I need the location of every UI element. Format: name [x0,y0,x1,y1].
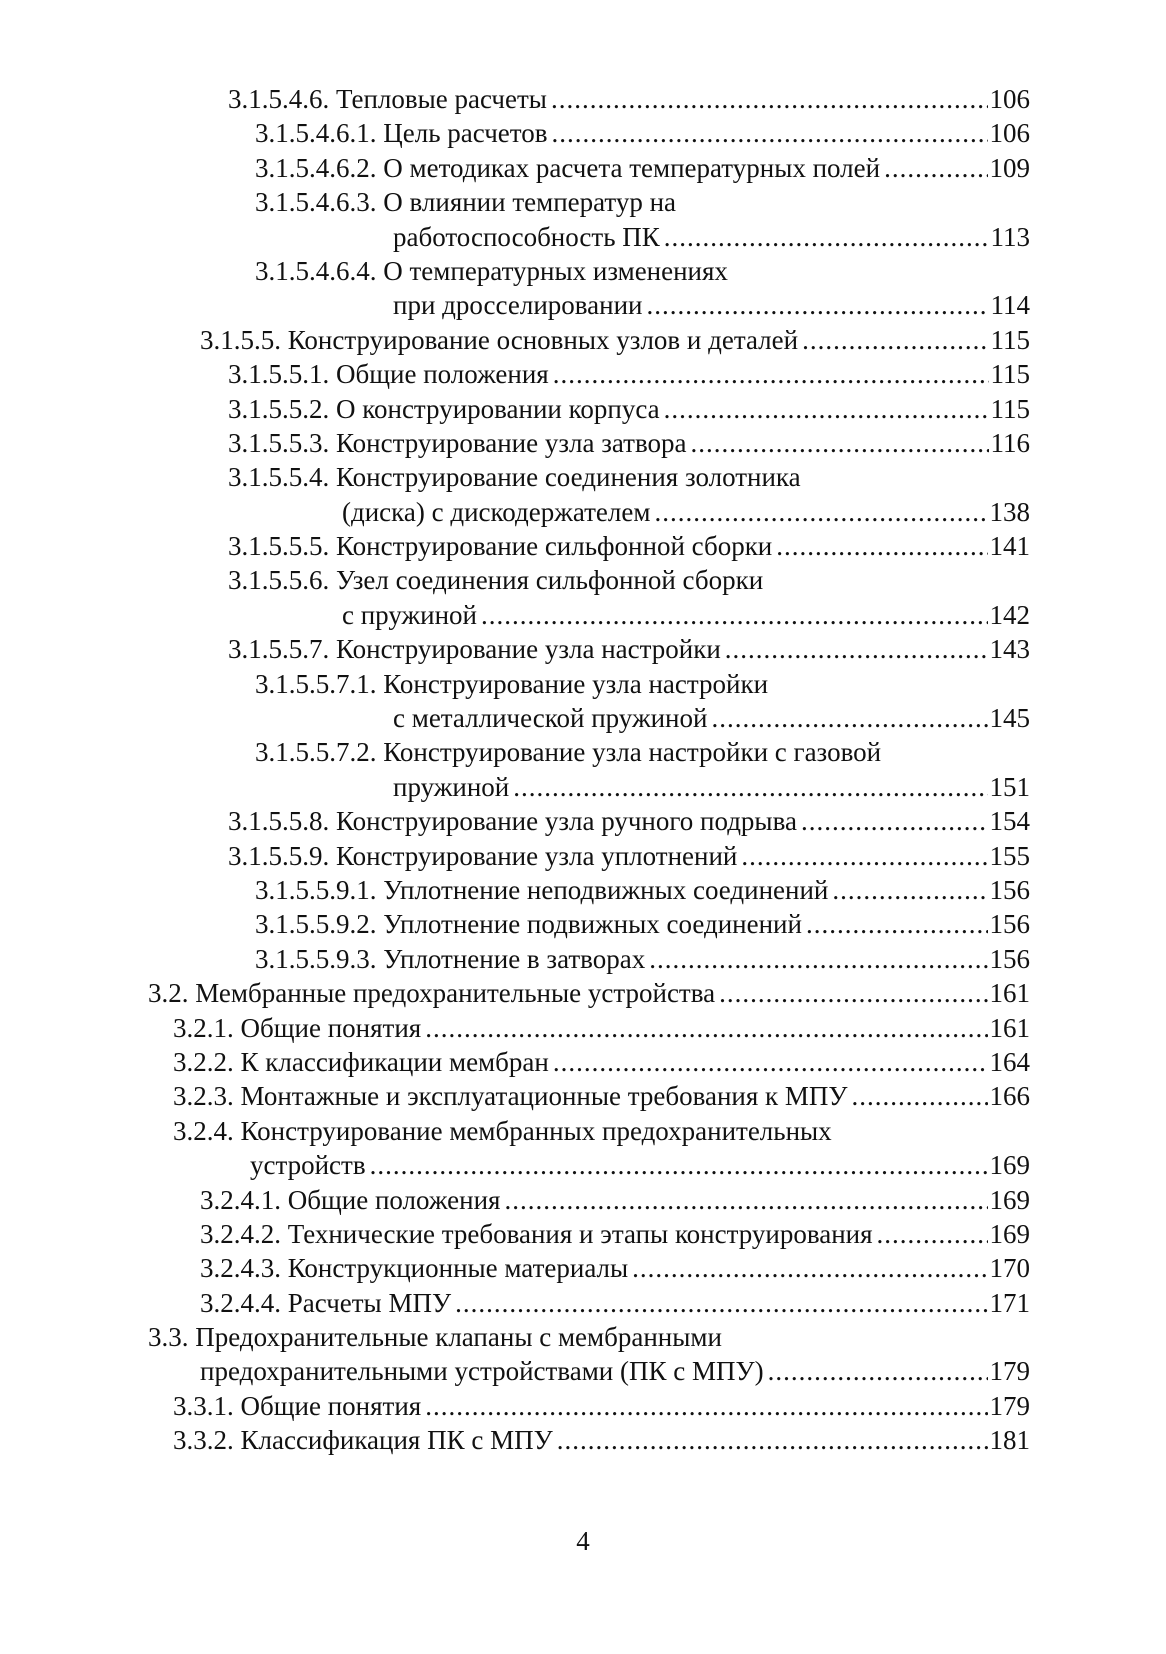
toc-entry-number: 3.1.5.5.9.2. [255,909,377,940]
dot-leader [832,873,987,907]
toc-entry-title: Монтажные и эксплуатационные требования к МПУ [240,1081,848,1112]
toc-entry-continuation[interactable] [0,770,1166,804]
toc-page-number: 179 [989,1356,1030,1387]
toc-entry-title: Узел соединения сильфонной сборки [336,565,764,596]
toc-entry-line [228,632,1030,666]
toc-entry[interactable] [0,907,1166,941]
toc-entry-title: Цель расчетов [383,118,548,149]
toc-entry-continuation[interactable] [0,220,1166,254]
toc-entry[interactable] [0,82,1166,116]
toc-page-number: 145 [989,703,1030,734]
toc-entry-continuation[interactable] [0,495,1166,529]
toc-entry-number: 3.3.1. [173,1390,234,1421]
toc-entry-heading [255,667,768,701]
toc-entry[interactable] [0,976,1166,1010]
toc-page-number: 106 [989,84,1030,114]
toc-entry-text: (диска) с дискодержателем [342,496,651,527]
dot-leader [884,151,987,185]
toc-entry-title: Общие понятия [240,1012,422,1043]
toc-entry-title: Конструирование узла затвора [336,427,687,458]
dot-leader [802,323,988,357]
toc-entry-continuation[interactable] [0,1148,1166,1182]
toc-page-number: 179 [989,1390,1030,1421]
dot-leader [553,357,989,391]
toc-entry-number: 3.1.5.5.3. [228,427,330,458]
toc-entry[interactable] [0,667,1166,701]
toc-entry-heading [228,563,763,597]
toc-page-number: 169 [989,1218,1030,1249]
toc-entry-continuation[interactable] [0,288,1166,322]
toc-entry-line [173,1423,1030,1457]
dot-leader [551,116,987,150]
toc-entry-line [228,82,1030,116]
toc-entry[interactable] [0,529,1166,563]
toc-entry-heading [255,151,880,185]
toc-page-number: 115 [990,359,1030,390]
toc-entry-title: Предохранительные клапаны с мембранными [195,1322,722,1353]
toc-entry-number: 3.1.5.4.6.4. [255,255,377,286]
toc-entry-line [393,220,1030,254]
toc-entry[interactable] [0,1251,1166,1285]
dot-leader [877,1217,988,1251]
toc-entry-heading [228,804,797,838]
toc-entry-line [200,323,1030,357]
toc-entry-line [228,426,1030,460]
toc-entry-continuation[interactable] [0,1354,1166,1388]
page-number: 4 [576,1526,590,1556]
dot-leader [649,942,987,976]
toc-entry-line [255,116,1030,150]
dot-leader [455,1286,987,1320]
toc-entry-number: 3.1.5.5.7.1. [255,668,377,699]
toc-entry-heading [148,1320,722,1354]
toc-entry-heading [173,1011,421,1045]
toc-entry-line [200,1217,1030,1251]
dot-leader [481,598,988,632]
toc-entry-number: 3.1.5.4.6. [228,84,330,114]
toc-entry-heading [173,1389,421,1423]
toc-entry-line [228,357,1030,391]
toc-entry-line [255,942,1030,976]
toc-page-number: 169 [989,1150,1030,1181]
dot-leader [852,1079,988,1113]
toc-entry-line [148,976,1030,1010]
dot-leader [425,1389,987,1423]
toc-entry-number: 3.1.5.4.6.1. [255,118,377,149]
dot-leader [664,392,989,426]
dot-leader [719,976,987,1010]
toc-entry-number: 3.1.5.5.7. [228,634,330,665]
toc-entry-heading [173,1079,848,1113]
toc-entry[interactable] [0,116,1166,150]
toc-entry[interactable] [0,1183,1166,1217]
toc-entry-heading [200,323,798,357]
toc-entry-text: пружиной [393,771,510,802]
toc-entry-number: 3.3. [148,1322,189,1353]
toc-page-number: 154 [989,806,1030,837]
toc-page-number: 141 [989,531,1030,562]
toc-entry[interactable] [0,1423,1166,1457]
toc-page-number: 106 [989,118,1030,149]
toc-entry-title: О конструировании корпуса [336,393,660,424]
toc-entry[interactable] [0,1011,1166,1045]
toc-entry[interactable] [0,1114,1166,1148]
toc-entry[interactable] [0,1286,1166,1320]
toc-entry-title: Уплотнение в затворах [383,943,646,974]
dot-leader [725,632,988,666]
toc-entry[interactable] [0,942,1166,976]
toc-page-number: 115 [990,324,1030,355]
toc-entry-text: с металлической пружиной [393,703,708,734]
toc-entry-title: Конструирование узла настройки с газовой [383,737,882,768]
toc-entry-heading [200,1251,628,1285]
toc-entry[interactable] [0,151,1166,185]
toc-entry-heading [173,1045,549,1079]
dot-leader [776,529,987,563]
toc-entry[interactable] [0,357,1166,391]
toc-entry-text: предохранительными устройствами (ПК с МПУ) [200,1356,764,1387]
toc-page-number: 156 [989,943,1030,974]
toc-entry-number: 3.1.5.5.1. [228,359,330,390]
toc-entry-heading [228,357,549,391]
toc-entry-line [342,495,1030,529]
toc-entry-line [173,1011,1030,1045]
toc-entry-line [173,1045,1030,1079]
toc-entry-line [200,1183,1030,1217]
toc-entry-text: работоспособность ПК [393,221,660,252]
toc-page-number: 161 [989,978,1030,1009]
toc-entry-line [228,392,1030,426]
dot-leader [551,82,988,116]
toc-entry-line [200,1354,1030,1388]
toc-page-number: 181 [989,1425,1030,1456]
toc-page-number: 164 [989,1046,1030,1077]
toc-entry-title: Конструирование узла настройки [336,634,721,665]
toc-entry-text: с пружиной [342,599,477,630]
toc-entry-number: 3.1.5.5.9.3. [255,943,377,974]
dot-leader [513,770,987,804]
toc-entry-heading [255,254,728,288]
toc-entry-heading [228,460,801,494]
toc-entry[interactable] [0,1320,1166,1354]
toc-page-number: 169 [989,1184,1030,1215]
toc-entry-line [228,529,1030,563]
toc-entry-number: 3.1.5.5.9. [228,840,330,871]
toc-entry-number: 3.2.1. [173,1012,234,1043]
toc-page-number: 170 [989,1253,1030,1284]
toc-entry-heading [173,1114,832,1148]
toc-entry-line [228,804,1030,838]
toc-entry-number: 3.1.5.4.6.3. [255,187,377,218]
toc-entry-title: К классификации мембран [240,1046,549,1077]
dot-leader [632,1251,987,1285]
toc-entry-line [173,1079,1030,1113]
toc-entry-title: Классификация ПК с МПУ [240,1425,553,1456]
toc-entry[interactable] [0,735,1166,769]
toc-entry-number: 3.1.5.5.7.2. [255,737,377,768]
toc-entry-number: 3.1.5.5.2. [228,393,330,424]
dot-leader [557,1423,988,1457]
toc-entry-title: Общие положения [336,359,549,390]
toc-entry-line [393,288,1030,322]
toc-entry-title: Общие положения [287,1184,501,1215]
toc-entry-line [200,1251,1030,1285]
toc-entry[interactable] [0,839,1166,873]
toc-entry-line [200,1286,1030,1320]
toc-entry-title: Технические требования и этапы конструирования [287,1218,873,1249]
toc-page-number: 138 [989,496,1030,527]
toc-entry-number: 3.2.4.2. [200,1218,281,1249]
toc-page-number: 109 [989,152,1030,183]
toc-entry-heading [228,529,772,563]
toc-entry-heading [255,942,645,976]
toc-entry-number: 3.2.3. [173,1081,234,1112]
toc-entry-number: 3.1.5.5.6. [228,565,330,596]
toc-entry[interactable] [0,323,1166,357]
toc-entry[interactable] [0,392,1166,426]
toc-entry-heading [173,1423,553,1457]
toc-entry-title: О температурных изменениях [383,255,728,286]
toc-entry-title: Конструирование мембранных предохранительных [240,1115,832,1146]
toc-page-number: 161 [989,1012,1030,1043]
toc-entry-number: 3.1.5.5.5. [228,531,330,562]
toc-entry[interactable] [0,1389,1166,1423]
toc-page-number: 116 [990,427,1030,458]
toc-entry-number: 3.1.5.4.6.2. [255,152,377,183]
toc-entry-line [255,873,1030,907]
toc-entry[interactable] [0,1045,1166,1079]
toc-entry-title: Общие понятия [240,1390,422,1421]
toc-page-number: 114 [990,290,1030,321]
toc-entry-number: 3.2.4. [173,1115,234,1146]
toc-page-number: 166 [989,1081,1030,1112]
toc-entry-heading [200,1183,500,1217]
toc-entry-heading [148,976,715,1010]
toc-page-number: 115 [990,393,1030,424]
toc-entry-heading [200,1217,873,1251]
toc-entry-number: 3.3.2. [173,1425,234,1456]
toc-entry-title: Уплотнение подвижных соединений [383,909,802,940]
toc-entry-text: устройств [250,1150,366,1181]
toc-entry-number: 3.1.5.5.4. [228,462,330,493]
toc-entry-heading [228,839,737,873]
toc-entry[interactable] [0,804,1166,838]
dot-leader [664,220,989,254]
toc-entry-number: 3.1.5.5.8. [228,806,330,837]
toc-entry-heading [228,426,687,460]
dot-leader [370,1148,988,1182]
dot-leader [741,839,987,873]
toc-entry-title: Мембранные предохранительные устройства [195,978,716,1009]
dot-leader [647,288,989,322]
toc-entry-heading [228,392,660,426]
toc-entry-title: О влиянии температур на [383,187,677,218]
dot-leader [654,495,987,529]
toc-entry-line [228,839,1030,873]
dot-leader [768,1354,988,1388]
toc-entry-title: Тепловые расчеты [336,84,547,114]
toc-entry[interactable] [0,563,1166,597]
dot-leader [691,426,989,460]
toc-entry-heading [255,873,828,907]
toc-entry-heading [255,185,676,219]
dot-leader [711,701,987,735]
dot-leader [425,1011,987,1045]
table-of-contents [0,82,1166,1458]
toc-entry-line [393,701,1030,735]
toc-entry-title: Конструирование сильфонной сборки [336,531,773,562]
toc-page-number: 113 [990,221,1030,252]
toc-entry-heading [228,82,547,116]
toc-entry[interactable] [0,460,1166,494]
toc-entry-title: Конструкционные материалы [287,1253,629,1284]
toc-page-number: 171 [989,1287,1030,1318]
toc-entry-continuation[interactable] [0,598,1166,632]
toc-page-number: 156 [989,909,1030,940]
toc-entry-title: Конструирование узла ручного подрыва [336,806,797,837]
toc-entry-line [255,907,1030,941]
toc-entry-line [255,151,1030,185]
toc-entry-number: 3.2.4.4. [200,1287,281,1318]
dot-leader [806,907,988,941]
toc-entry-line [173,1389,1030,1423]
toc-entry-title: Конструирование соединения золотника [336,462,801,493]
toc-entry-continuation[interactable] [0,701,1166,735]
dot-leader [801,804,988,838]
toc-page-number: 155 [989,840,1030,871]
toc-entry-line [250,1148,1030,1182]
toc-entry-number: 3.1.5.5.9.1. [255,874,377,905]
toc-entry[interactable] [0,1217,1166,1251]
toc-entry-line [342,598,1030,632]
toc-page-number: 156 [989,874,1030,905]
toc-entry-title: Уплотнение неподвижных соединений [383,874,829,905]
toc-entry[interactable] [0,1079,1166,1113]
toc-entry-heading [200,1286,451,1320]
toc-entry-title: Конструирование основных узлов и деталей [287,324,799,355]
toc-entry-heading [255,735,881,769]
toc-entry-number: 3.2.4.3. [200,1253,281,1284]
toc-entry-line [393,770,1030,804]
toc-entry-text: при дросселировании [393,290,643,321]
toc-entry-number: 3.2.2. [173,1046,234,1077]
toc-entry-title: О методиках расчета температурных полей [383,152,881,183]
toc-entry-number: 3.2. [148,978,189,1009]
toc-entry[interactable] [0,873,1166,907]
toc-page-number: 142 [989,599,1030,630]
toc-entry-title: Конструирование узла уплотнений [336,840,738,871]
toc-entry[interactable] [0,185,1166,219]
toc-entry[interactable] [0,632,1166,666]
toc-entry-number: 3.1.5.5. [200,324,281,355]
toc-page-number: 143 [989,634,1030,665]
toc-entry[interactable] [0,254,1166,288]
dot-leader [504,1183,987,1217]
dot-leader [553,1045,988,1079]
toc-entry-heading [228,632,721,666]
toc-entry-heading [255,116,547,150]
toc-entry-title: Расчеты МПУ [287,1287,452,1318]
toc-entry[interactable] [0,426,1166,460]
toc-entry-title: Конструирование узла настройки [383,668,769,699]
toc-entry-heading [255,907,802,941]
toc-entry-number: 3.2.4.1. [200,1184,281,1215]
toc-page-number: 151 [989,771,1030,802]
